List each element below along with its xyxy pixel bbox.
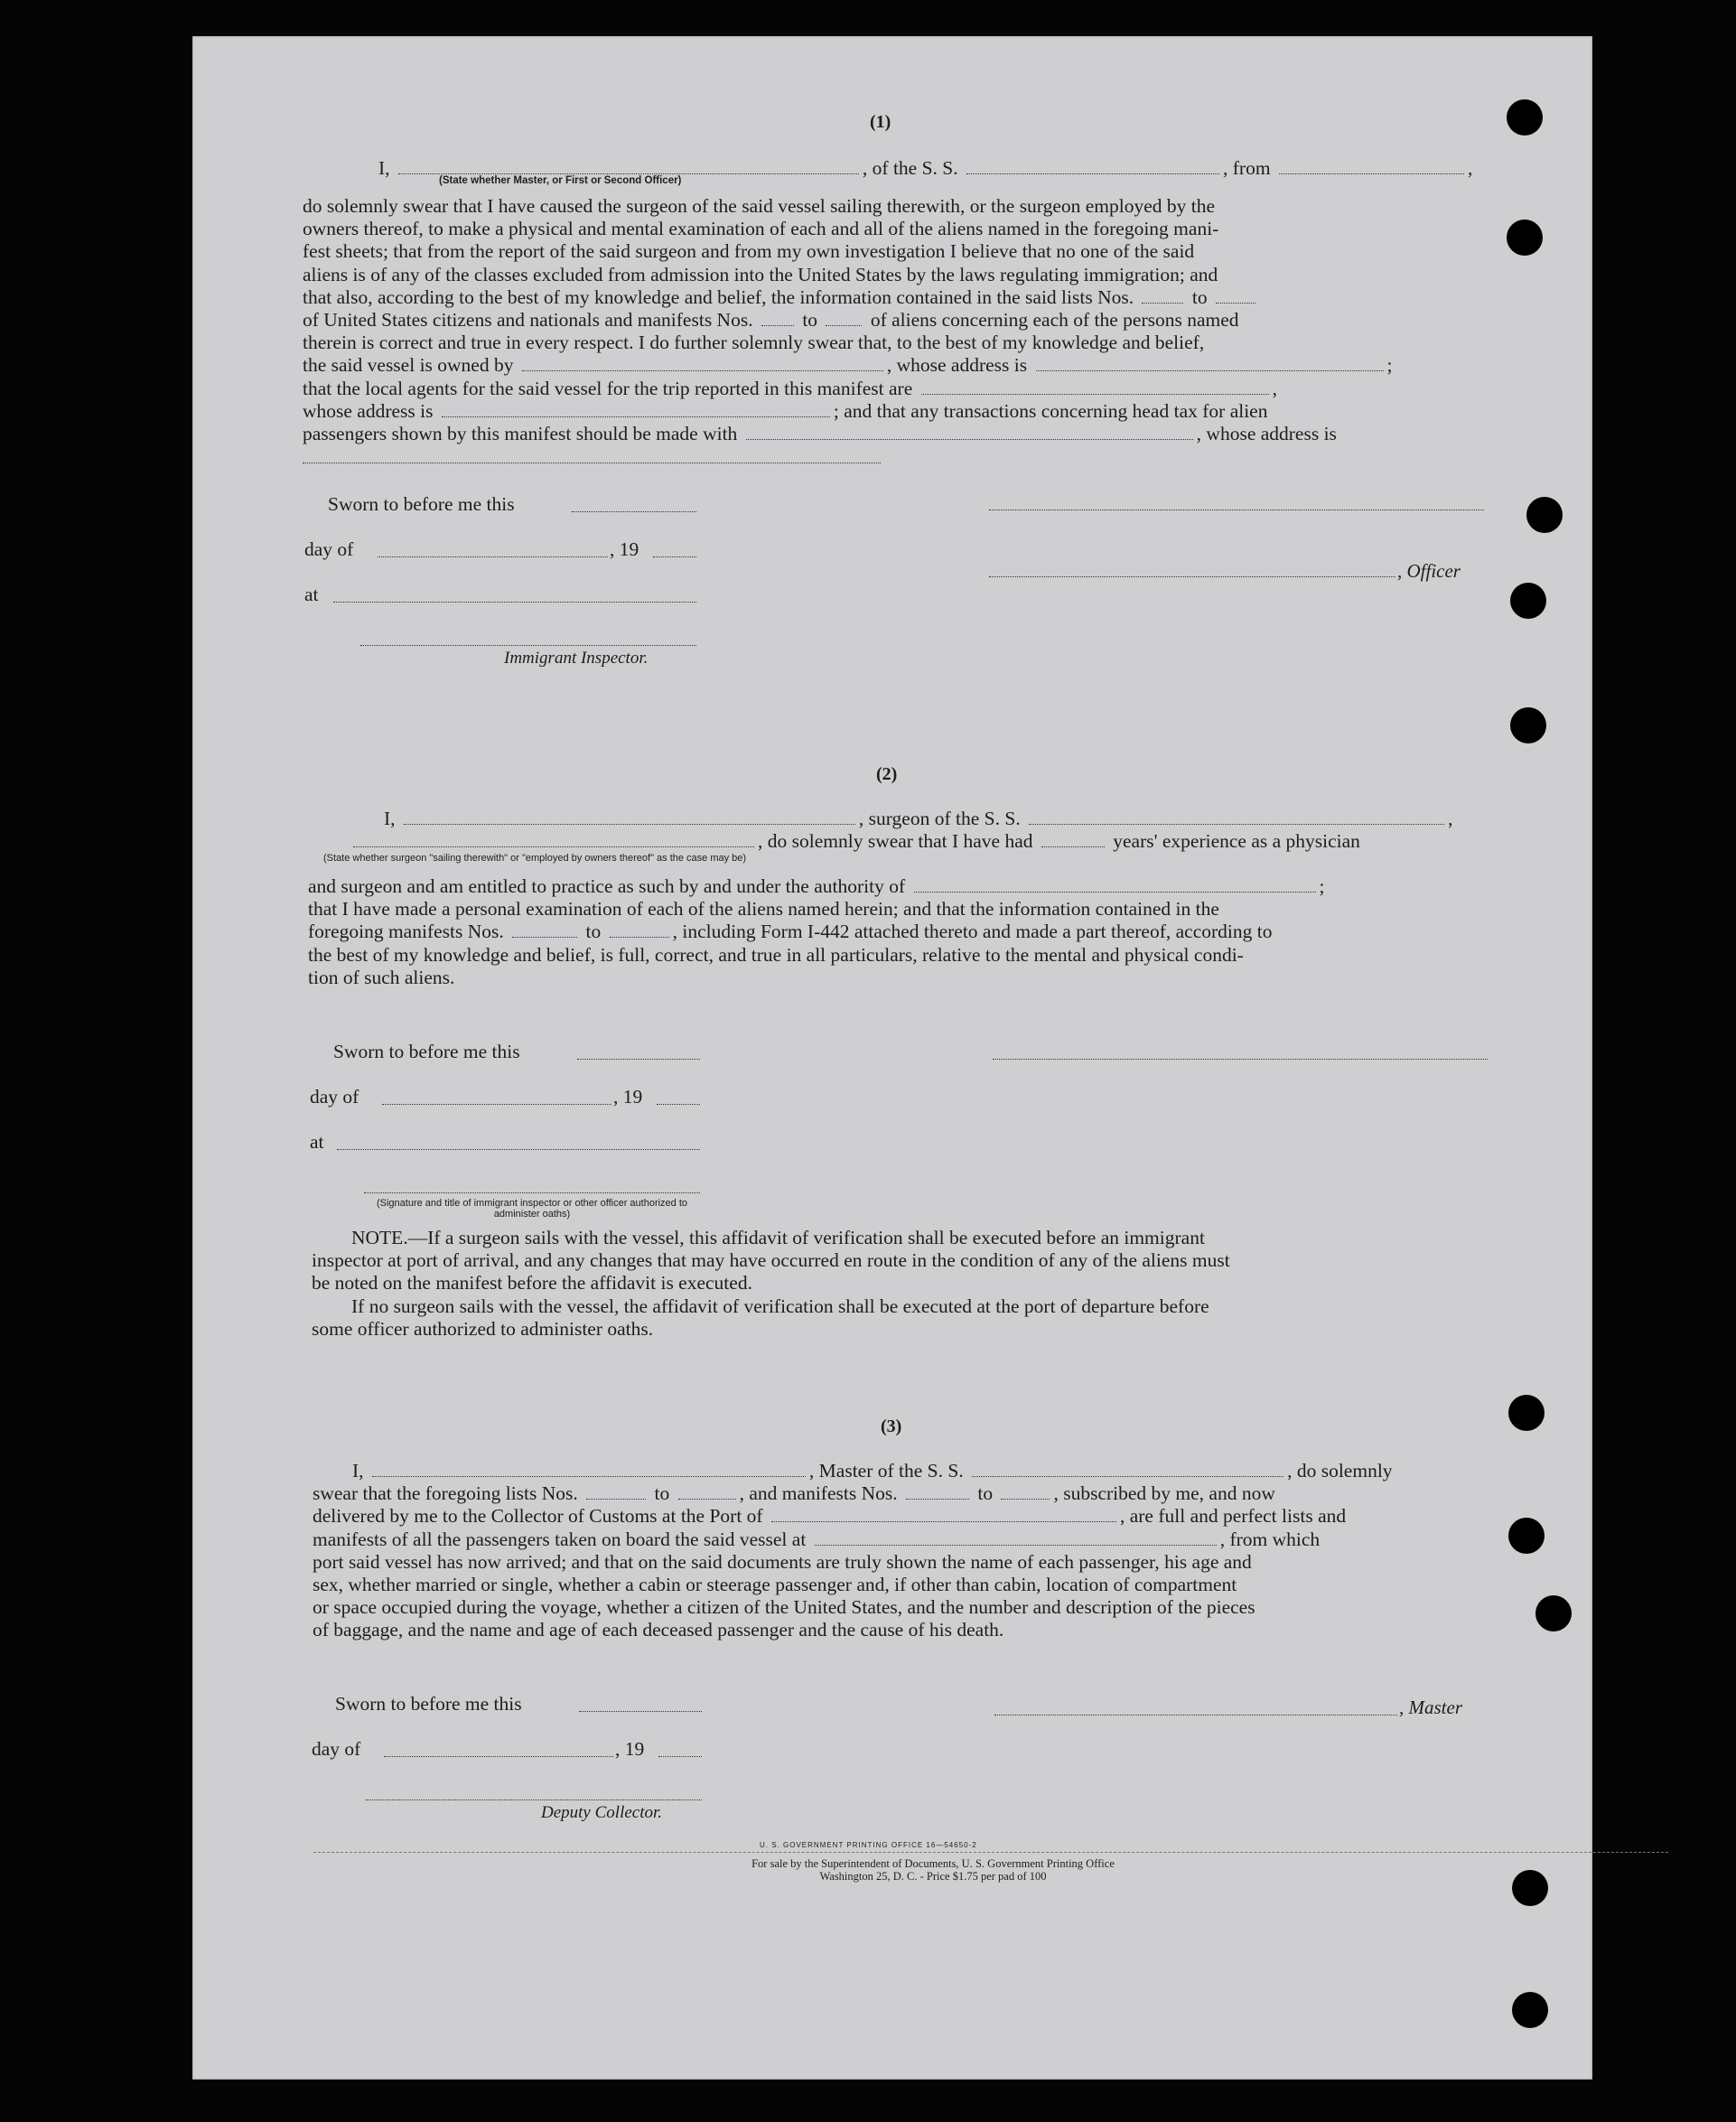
lists-from-field[interactable] [1142, 302, 1183, 304]
sworn-label: Sworn to before me this [328, 493, 515, 515]
binder-hole [1507, 220, 1543, 256]
master-label: , Master [1399, 1697, 1462, 1718]
surgeon-signature-line[interactable] [993, 1059, 1488, 1060]
gpo-imprint: U. S. GOVERNMENT PRINTING OFFICE 16—54650-2 [760, 1841, 977, 1849]
s1-line: fest sheets; that from the report of the said surgeon and from my own investigation I believe that no one of the said [303, 240, 1195, 263]
sworn-date-field[interactable] [572, 511, 696, 512]
master-ship-field[interactable] [972, 1475, 1283, 1477]
year-label: , 19 [615, 1738, 645, 1760]
s3-lists-from-field[interactable] [586, 1498, 646, 1500]
binder-hole [1526, 497, 1563, 533]
s2-manifests-to-field[interactable] [610, 936, 669, 938]
deputy-label: Deputy Collector. [541, 1803, 663, 1822]
s2-line: that I have made a personal examination of each of the aliens named herein; and that the information contained in the [308, 898, 1219, 921]
day-of-field[interactable] [378, 556, 608, 557]
officer-title-field[interactable] [398, 173, 859, 174]
to-label: to [1191, 285, 1208, 308]
owned-by-label: the said vessel is owned by [303, 354, 514, 377]
inspector-signature-line[interactable] [360, 645, 696, 646]
officer-signature-line[interactable] [989, 509, 1484, 510]
semicolon: ; [1386, 354, 1393, 377]
departure-port-field[interactable] [1279, 173, 1464, 174]
surgeon-name-field[interactable] [404, 823, 855, 825]
sale-notice [527, 1857, 1339, 1883]
agents-address-field[interactable] [442, 416, 830, 417]
subscribed-label: , subscribed by me, and now [1053, 1482, 1275, 1505]
binder-hole [1510, 583, 1546, 619]
s1-line: aliens is of any of the classes excluded from admission into the United States by the laws regulating immigration; and [303, 263, 1218, 285]
comma: , [1272, 377, 1277, 399]
binder-hole [1535, 1595, 1572, 1631]
binder-hole [1512, 1992, 1548, 2028]
deputy-signature-line[interactable] [366, 1799, 702, 1800]
and-manifests-label: , and manifests Nos. [739, 1482, 898, 1505]
inspector-label: Immigrant Inspector. [504, 649, 649, 668]
note-line: NOTE.—If a surgeon sails with the vessel, this affidavit of verification shall be executed before an immigrant [351, 1227, 1205, 1248]
s2-line: the best of my knowledge and belief, is full, correct, and true in all particulars, relative to the mental and physical condi- [308, 943, 1244, 966]
note-line: some officer authorized to administer oaths. [312, 1317, 654, 1340]
to-label: to [654, 1482, 670, 1505]
swear-label: , do solemnly swear that I have had [758, 830, 1033, 853]
s1-aliens-label: of aliens concerning each of the persons named [870, 309, 1239, 332]
officer-title-hint: (State whether Master, or First or Second Officer) [439, 175, 682, 186]
whose-address-label: , whose address is [1196, 423, 1337, 445]
from-which-label: , from which [1219, 1528, 1321, 1550]
form-page [192, 36, 1592, 2080]
s1-line: owners thereof, to make a physical and mental examination of each and all of the aliens named in the foregoing mani- [303, 218, 1219, 240]
s3-line: or space occupied during the voyage, whether a citizen of the United States, and the number and description of the pieces [313, 1596, 1255, 1619]
surgeon-of-label: , surgeon of the S. S. [858, 808, 1021, 829]
authority-label: and surgeon and am entitled to practice as such by and under the authority of [308, 875, 906, 897]
port-field[interactable] [771, 1520, 1116, 1522]
footer-rule [313, 1852, 1668, 1853]
year-field[interactable] [658, 1756, 702, 1757]
whose-address-label: , whose address is [886, 354, 1028, 377]
surgeon-status-hint: (State whether surgeon "sailing therewith" or "employed by owners thereof" as the case may be) [323, 853, 747, 864]
to-label: to [585, 921, 602, 943]
full-perfect-label: , are full and perfect lists and [1119, 1505, 1347, 1528]
year-field[interactable] [653, 556, 696, 557]
year-label: , 19 [613, 1086, 643, 1108]
manifests-of-label: manifests of all the passengers taken on board the said vessel at [313, 1528, 807, 1550]
years-label: years' experience as a physician [1113, 830, 1360, 853]
officer-label: , Officer [1397, 560, 1461, 582]
i-label: I, [352, 1460, 364, 1482]
delivered-label: delivered by me to the Collector of Customs at the Port of [313, 1505, 763, 1528]
form-label: , including Form I-442 attached thereto and made a part thereof, according to [672, 921, 1273, 943]
i-label: I, [384, 808, 396, 829]
owner-address-field[interactable] [1036, 369, 1384, 371]
section-1-number: (1) [870, 112, 891, 132]
head-tax-contact-field[interactable] [746, 438, 1193, 440]
day-of-label: day of [304, 538, 354, 560]
manifests-to-field[interactable] [826, 324, 862, 326]
s3-line: port said vessel has now arrived; and that on the said documents are truly shown the name of each passenger, his age and [313, 1550, 1252, 1573]
s3-lists-to-field[interactable] [678, 1498, 736, 1500]
note-line: inspector at port of arrival, and any changes that may have occurred en route in the condition of any of the aliens must [312, 1249, 1230, 1272]
semicolon: ; [1319, 875, 1325, 897]
manifests-from-field[interactable] [761, 324, 794, 326]
s1-manifests-label: of United States citizens and nationals and manifests Nos. [303, 309, 753, 332]
s1-line: therein is correct and true in every respect. I do further solemnly swear that, to the best of my knowledge and belief, [303, 332, 1205, 354]
local-agents-field[interactable] [921, 393, 1269, 395]
sworn-date-field[interactable] [577, 1059, 700, 1060]
day-of-field[interactable] [384, 1756, 613, 1757]
years-field[interactable] [1041, 846, 1105, 847]
do-solemnly-label: , do solemnly [1287, 1460, 1393, 1482]
s2-line: tion of such aliens. [308, 966, 455, 988]
s2-manifests-from-field[interactable] [512, 936, 577, 938]
to-label: to [802, 309, 818, 332]
at-label: at [304, 584, 319, 605]
embarkation-port-field[interactable] [815, 1544, 1217, 1546]
year-label: , 19 [610, 538, 639, 560]
signature-title-hint: (Signature and title of immigrant inspector or other officer authorized to administer oaths) [376, 1198, 688, 1220]
binder-hole [1512, 1870, 1548, 1906]
at-label: at [310, 1131, 324, 1153]
surgeon-ship-field[interactable] [1029, 823, 1444, 825]
lists-to-field[interactable] [1216, 302, 1255, 304]
note-block [312, 1227, 1670, 1341]
year-field[interactable] [657, 1104, 700, 1105]
s3-line: of baggage, and the name and age of each deceased passenger and the cause of his death. [313, 1619, 1004, 1641]
binder-hole [1508, 1518, 1545, 1554]
at-field[interactable] [333, 602, 696, 603]
officer-name-line[interactable] [989, 576, 1395, 577]
sworn-date-field[interactable] [579, 1711, 702, 1712]
section-3-number: (3) [881, 1416, 902, 1436]
local-agents-label: that the local agents for the said vessel for the trip reported in this manifest are [303, 377, 913, 399]
note-line: be noted on the manifest before the affidavit is executed. [312, 1272, 752, 1295]
i-label: I, [378, 157, 390, 179]
section-2-number: (2) [876, 764, 898, 784]
surgeon-status-field[interactable] [353, 846, 754, 847]
ship-name-field[interactable] [966, 173, 1219, 174]
sale-line: For sale by the Superintendent of Documents, U. S. Government Printing Office [751, 1857, 1115, 1870]
comma: , [1448, 808, 1453, 829]
inspector-signature-line[interactable] [364, 1192, 700, 1193]
comma: , [1467, 157, 1473, 179]
from-label: , from [1223, 157, 1271, 179]
section-1-body [303, 195, 1666, 445]
passengers-label: passengers shown by this manifest should be made with [303, 423, 738, 445]
day-of-label: day of [310, 1086, 359, 1108]
authority-field[interactable] [914, 891, 1316, 893]
to-label: to [977, 1482, 994, 1505]
s1-lists-label: that also, according to the best of my knowledge and belief, the information contained in the said lists Nos. [303, 285, 1134, 308]
section-3-body [313, 1460, 1671, 1642]
section-2-first-line [353, 808, 1672, 853]
master-of-label: , Master of the S. S. [808, 1460, 964, 1482]
sale-line: Washington 25, D. C. - Price $1.75 per pad of 100 [819, 1870, 1047, 1883]
binder-hole [1510, 707, 1546, 743]
master-name-field[interactable] [372, 1475, 806, 1477]
at-field[interactable] [337, 1149, 700, 1150]
section-2-body [308, 875, 1672, 989]
s3-line: sex, whether married or single, whether a cabin or steerage passenger and, if other than cabin, location of compartment [313, 1574, 1237, 1596]
head-tax-label: ; and that any transactions concerning head tax for alien [833, 399, 1268, 422]
owner-field[interactable] [522, 369, 883, 371]
binder-hole [1507, 99, 1543, 136]
sworn-label: Sworn to before me this [333, 1041, 520, 1062]
foregoing-label: foregoing manifests Nos. [308, 921, 504, 943]
sworn-label: Sworn to before me this [335, 1693, 522, 1715]
binder-hole [1508, 1395, 1545, 1431]
whose-address-label: whose address is [303, 399, 434, 422]
day-of-field[interactable] [382, 1104, 611, 1105]
s1-line: do solemnly swear that I have caused the surgeon of the said vessel sailing therewith, or the surgeon employed by the [303, 195, 1216, 217]
s3-manifests-from-field[interactable] [906, 1498, 969, 1500]
day-of-label: day of [312, 1738, 361, 1760]
of-ss-label: , of the S. S. [862, 157, 958, 179]
s3-manifests-to-field[interactable] [1001, 1498, 1050, 1500]
note-line: If no surgeon sails with the vessel, the affidavit of verification shall be executed at the port of departure before [351, 1295, 1209, 1317]
swear-lists-label: swear that the foregoing lists Nos. [313, 1482, 578, 1505]
